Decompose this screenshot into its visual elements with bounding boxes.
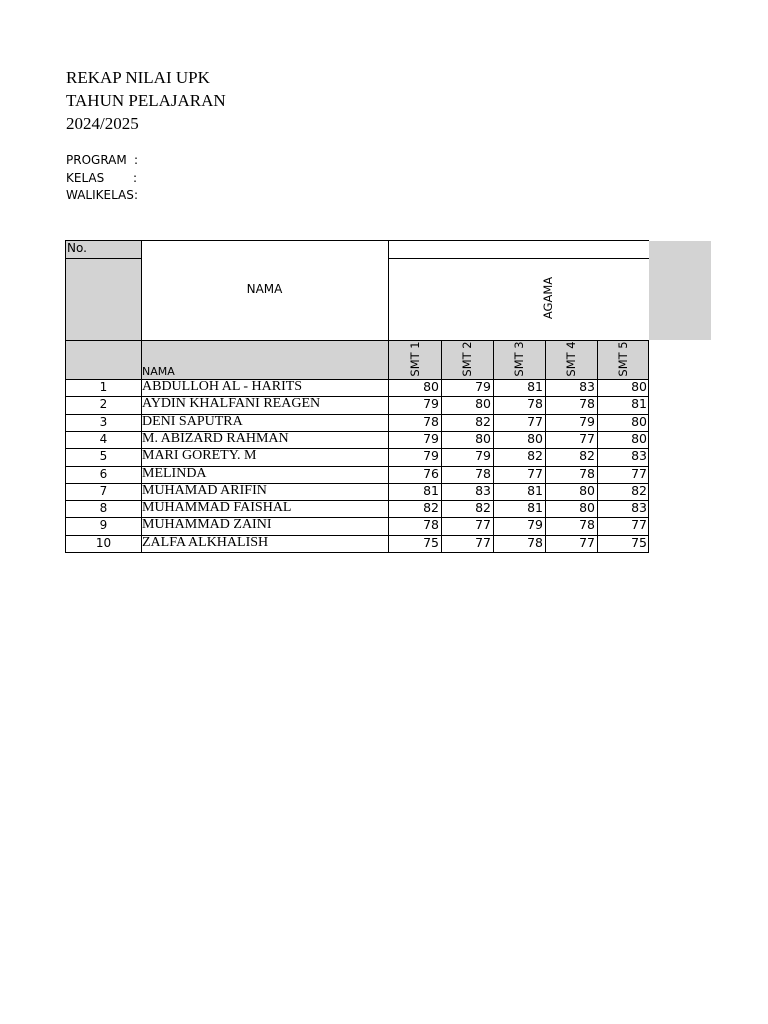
program-colon: : [134,153,139,167]
score-smt-2: 78 [475,465,491,481]
score-smt-1: 78 [423,413,439,429]
score-smt-5: 77 [631,517,647,533]
grid-line-subject-header [388,258,649,259]
score-smt-2: 79 [475,379,491,394]
score-smt-4: 78 [579,517,595,533]
subheader-fill-no [66,340,141,379]
score-smt-5: 75 [631,534,647,550]
student-name: ABDULLOH AL - HARITS [142,379,303,394]
no-column-header: No. [67,241,87,255]
score-smt-3: 82 [527,448,543,464]
semester-header-3: SMT 3 [512,341,526,377]
row-number: 9 [99,518,108,533]
score-smt-2: 77 [475,517,491,533]
score-smt-5: 80 [631,379,647,394]
report-year: 2024/2025 [66,114,139,133]
score-smt-4: 82 [579,448,595,464]
score-smt-2: 82 [475,500,491,516]
nama-column-header: NAMA [246,282,283,296]
report-subtitle: TAHUN PELAJARAN [66,91,226,110]
score-smt-2: 80 [475,430,491,446]
student-name: MUHAMMAD ZAINI [142,517,272,533]
grid-line-top [66,240,649,241]
score-smt-4: 79 [579,413,595,429]
kelas-label: KELAS [66,170,105,185]
grid-line-subheader-top [66,340,649,341]
semester-header-5: SMT 5 [616,341,630,377]
score-smt-1: 80 [423,379,439,394]
score-smt-2: 80 [475,396,491,412]
nama-subheader: NAMA [142,365,175,378]
score-smt-4: 80 [579,500,595,516]
row-number: 6 [99,466,108,481]
student-name: ZALFA ALKHALISH [142,534,269,550]
score-smt-1: 75 [423,534,439,550]
score-smt-1: 82 [423,500,439,516]
score-smt-3: 78 [527,534,543,550]
row-number: 10 [95,535,112,550]
header-fill-extension [649,241,711,340]
score-smt-5: 83 [631,448,647,464]
score-smt-5: 83 [631,500,647,516]
score-smt-4: 80 [579,482,595,498]
score-smt-5: 80 [631,430,647,446]
student-name: MUHAMAD ARIFIN [142,482,267,498]
semester-header-1: SMT 1 [407,341,422,377]
score-smt-5: 81 [631,396,647,412]
score-smt-4: 83 [579,379,595,394]
subheader-fill-nama [141,340,388,379]
student-name: MELINDA [142,465,207,481]
row-number: 5 [99,449,108,464]
header-fill-no-2 [66,259,141,340]
score-smt-1: 78 [423,517,439,533]
walikelas-colon: : [134,188,139,202]
student-name: MUHAMMAD FAISHAL [142,500,292,516]
score-smt-1: 76 [423,465,439,481]
score-smt-2: 77 [475,534,491,550]
score-smt-1: 81 [423,482,439,498]
score-smt-3: 81 [527,500,543,516]
score-smt-2: 82 [475,413,491,429]
score-smt-3: 80 [527,430,543,446]
row-number: 4 [99,431,108,446]
subject-header-agama: AGAMA [541,276,555,320]
score-smt-5: 80 [631,413,647,429]
score-smt-3: 77 [527,465,543,481]
score-smt-4: 78 [579,396,595,412]
score-smt-1: 79 [423,448,439,464]
row-number: 8 [99,501,108,516]
report-title: REKAP NILAI UPK [66,68,210,87]
semester-header-4: SMT 4 [564,341,578,377]
score-smt-3: 77 [527,413,543,429]
kelas-colon: : [133,170,138,185]
score-smt-1: 79 [423,430,439,446]
walikelas-label: WALIKELAS [66,188,134,202]
semester-header-2: SMT 2 [460,341,474,377]
score-smt-5: 77 [631,465,647,481]
student-name: AYDIN KHALFANI REAGEN [142,396,321,412]
row-number: 2 [99,397,108,412]
row-number: 1 [99,380,108,394]
program-label: PROGRAM [66,153,127,167]
grid-line-row-10 [66,552,649,553]
score-smt-4: 77 [579,430,595,446]
score-smt-3: 79 [527,517,543,533]
grid-line-no-header [66,258,141,259]
row-number: 7 [99,483,108,498]
score-smt-4: 78 [579,465,595,481]
score-smt-2: 79 [475,448,491,464]
student-name: M. ABIZARD RAHMAN [142,430,289,446]
score-smt-1: 79 [423,396,439,412]
grid-line-right [648,340,649,553]
score-smt-2: 83 [475,482,491,498]
student-name: DENI SAPUTRA [142,413,243,429]
row-number: 3 [99,414,108,429]
score-smt-3: 78 [527,396,543,412]
score-smt-3: 81 [527,379,543,394]
student-name: MARI GORETY. M [142,448,257,464]
score-smt-4: 77 [579,534,595,550]
score-smt-5: 82 [631,482,647,498]
score-smt-3: 81 [527,482,543,498]
